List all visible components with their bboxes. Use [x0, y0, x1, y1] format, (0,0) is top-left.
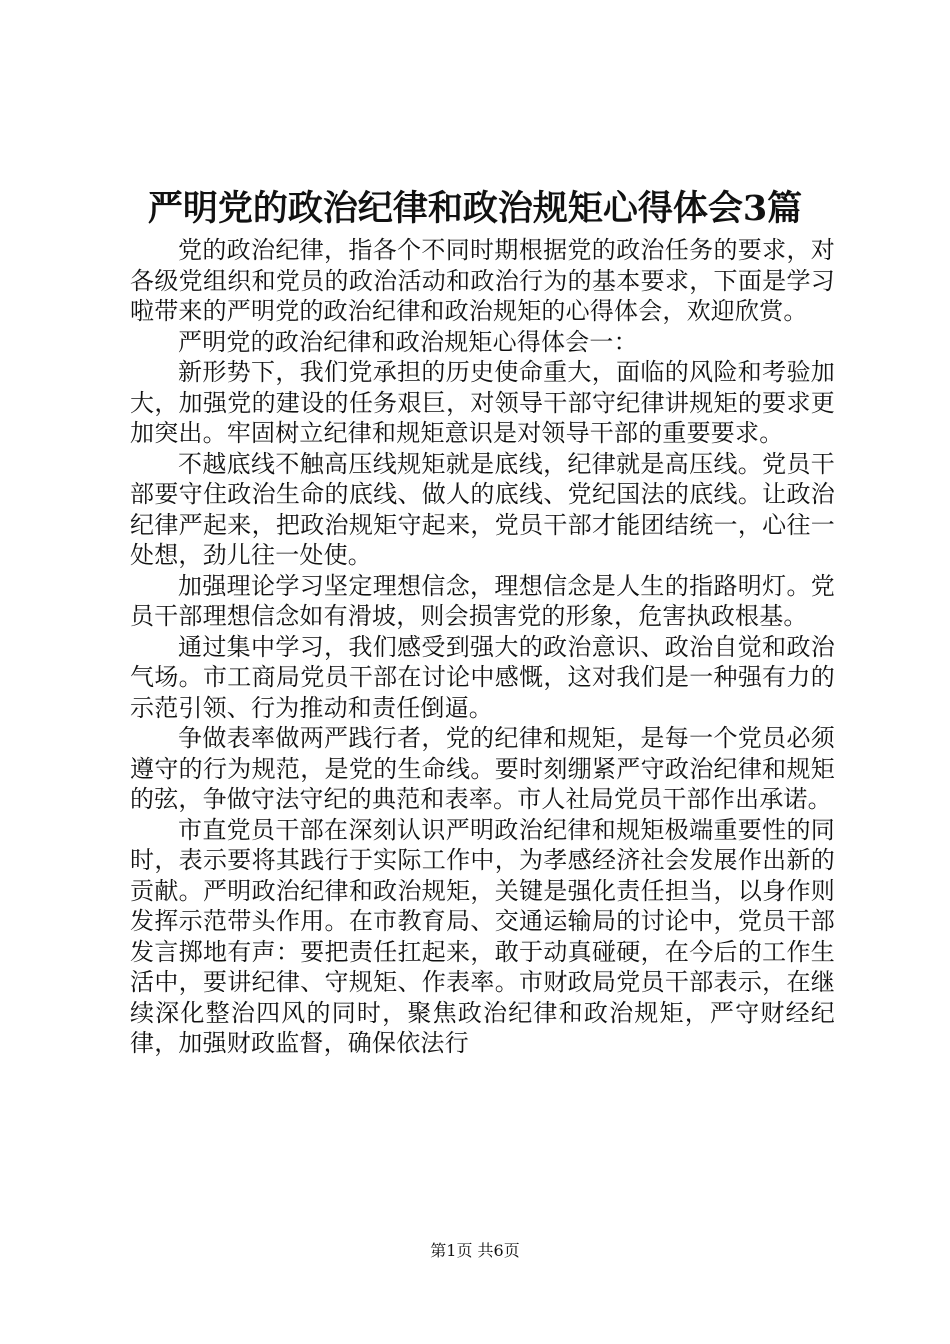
document-title: 严明党的政治纪律和政治规矩心得体会3篇: [147, 188, 803, 229]
paragraph: 不越底线不触高压线规矩就是底线，纪律就是高压线。党员干部要守住政治生命的底线、做人的底线、党纪国法的底线。让政治纪律严起来，把政治规矩守起来，党员干部才能团结统一，心往一处想，劲儿往一处使。: [130, 449, 835, 569]
paragraph: 市直党员干部在深刻认识严明政治纪律和规矩极端重要性的同时，表示要将其践行于实际工作中，为孝感经济社会发展作出新的贡献。严明政治纪律和政治规矩，关键是强化责任担当，以身作则发挥示范带头作用。在市教育局、交通运输局的讨论中，党员干部发言掷地有声：要把责任扛起来，敢于动真碰硬，在今后的工作生活中，要讲纪律、守规矩、作表率。市财政局党员干部表示，在继续深化整治四风的同时，聚焦政治纪律和政治规矩，严守财经纪律，加强财政监督，确保依法行: [130, 815, 835, 1057]
paragraph-section-heading: 严明党的政治纪律和政治规矩心得体会一：: [178, 327, 638, 356]
page-number-footer: 第1页 共6页: [430, 1241, 520, 1260]
paragraph: 争做表率做两严践行者，党的纪律和规矩，是每一个党员必须遵守的行为规范，是党的生命线。要时刻绷紧严守政治纪律和规矩的弦，争做守法守纪的典范和表率。市人社局党员干部作出承诺。: [130, 724, 835, 813]
paragraph: 新形势下，我们党承担的历史使命重大，面临的风险和考验加大，加强党的建设的任务艰巨，对领导干部守纪律讲规矩的要求更加突出。牢固树立纪律和规矩意识是对领导干部的重要要求。: [130, 358, 835, 447]
document-body: [130, 235, 835, 1059]
paragraph-intro: 党的政治纪律，指各个不同时期根据党的政治任务的要求，对各级党组织和党员的政治活动和政治行为的基本要求，下面是学习啦带来的严明党的政治纪律和政治规矩的心得体会，欢迎欣赏。: [130, 236, 835, 325]
paragraph: 通过集中学习，我们感受到强大的政治意识、政治自觉和政治气场。市工商局党员干部在讨论中感慨，这对我们是一种强有力的示范引领、行为推动和责任倒逼。: [130, 632, 835, 722]
paragraph: 加强理论学习坚定理想信念，理想信念是人生的指路明灯。党员干部理想信念如有滑坡，则会损害党的形象，危害执政根基。: [130, 571, 835, 630]
